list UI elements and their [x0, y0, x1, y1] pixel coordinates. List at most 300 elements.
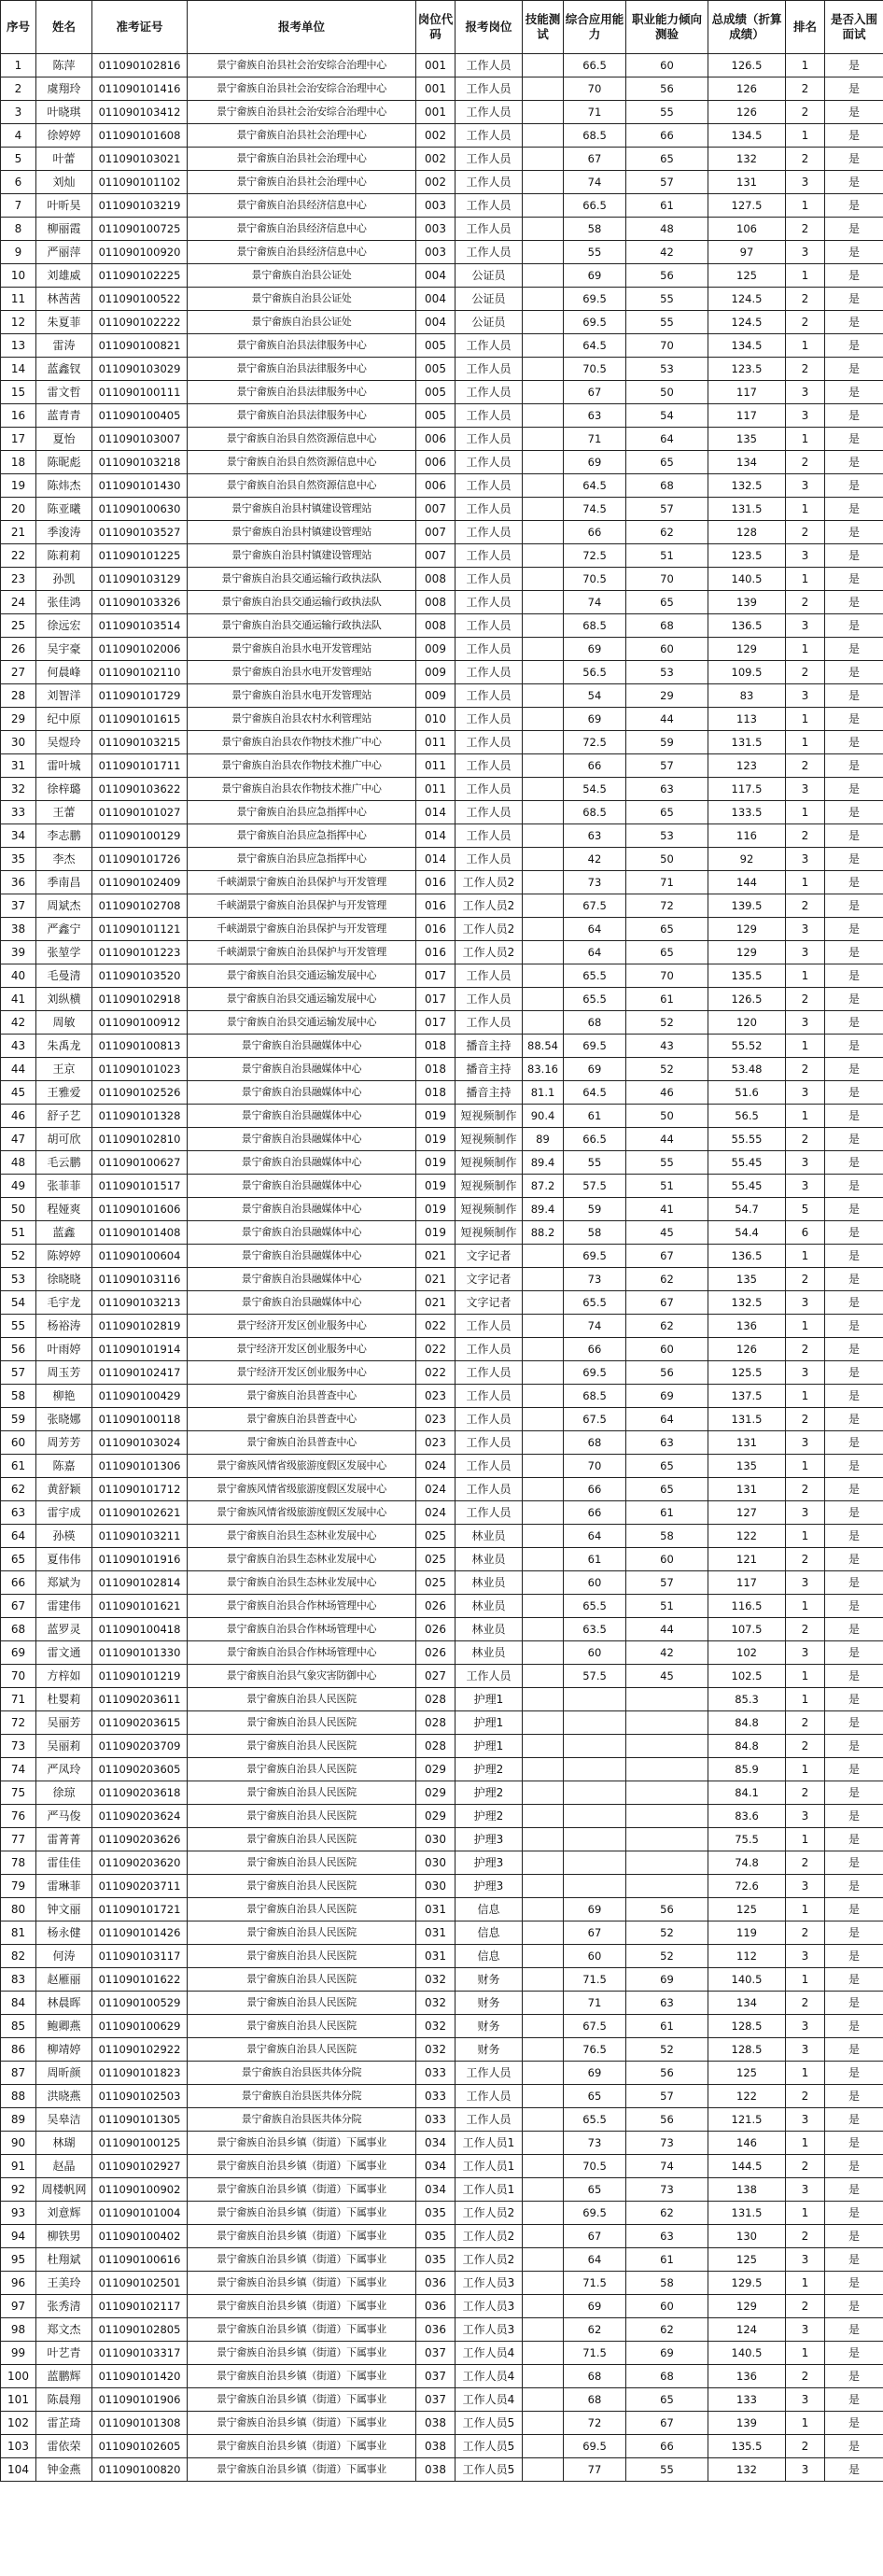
- cell-post: 公证员: [456, 264, 523, 288]
- table-row: [1, 1665, 883, 1688]
- table-row: [1, 1455, 883, 1478]
- cell-post-code: 030: [416, 1875, 456, 1898]
- cell-post: 工作人员: [456, 2085, 523, 2108]
- table-row: [1, 2108, 883, 2132]
- cell-rank: 3: [786, 1361, 825, 1385]
- cell-aptitude: 52: [626, 1945, 708, 1968]
- table-row: [1, 614, 883, 638]
- cell-comprehensive: 74: [564, 171, 626, 194]
- cell-aptitude: 58: [626, 1525, 708, 1548]
- cell-post-code: 032: [416, 1992, 456, 2015]
- cell-total: 127: [708, 1501, 786, 1525]
- cell-rank: 3: [786, 544, 825, 568]
- cell-total: 106: [708, 218, 786, 241]
- cell-aptitude: 62: [626, 2202, 708, 2225]
- table-row: [1, 451, 883, 474]
- cell-total: 113: [708, 708, 786, 731]
- cell-aptitude: 63: [626, 1992, 708, 2015]
- cell-seq: 76: [1, 1805, 36, 1828]
- cell-post: 护理1: [456, 1711, 523, 1735]
- cell-total: 126: [708, 77, 786, 101]
- cell-aptitude: 52: [626, 1058, 708, 1081]
- cell-post: 工作人员: [456, 334, 523, 358]
- cell-unit: 景宁畲族自治县乡镇（街道）下属事业: [188, 2202, 416, 2225]
- cell-skill-test: [523, 218, 564, 241]
- table-row: [1, 241, 883, 264]
- cell-exam-id: 011090203626: [92, 1828, 188, 1851]
- cell-post-code: 017: [416, 1011, 456, 1035]
- column-header-post: 报考岗位: [456, 1, 523, 54]
- cell-unit: 景宁畲族风情省级旅游度假区发展中心: [188, 1501, 416, 1525]
- cell-rank: 2: [786, 1781, 825, 1805]
- cell-unit: 景宁畲族自治县融媒体中心: [188, 1105, 416, 1128]
- cell-post-code: 028: [416, 1735, 456, 1758]
- table-row: [1, 171, 883, 194]
- cell-exam-id: 011090203618: [92, 1781, 188, 1805]
- cell-aptitude: 63: [626, 778, 708, 801]
- cell-post: 工作人员2: [456, 941, 523, 964]
- cell-name: 刘纵横: [36, 988, 92, 1011]
- cell-total: 135.5: [708, 964, 786, 988]
- cell-rank: 1: [786, 1758, 825, 1781]
- cell-shortlisted: 是: [825, 1665, 883, 1688]
- cell-seq: 96: [1, 2272, 36, 2295]
- cell-aptitude: 61: [626, 2015, 708, 2038]
- cell-exam-id: 011090100902: [92, 2178, 188, 2202]
- cell-post-code: 016: [416, 918, 456, 941]
- cell-unit: 景宁畲族自治县交通运输行政执法队: [188, 568, 416, 591]
- cell-seq: 15: [1, 381, 36, 404]
- cell-unit: 景宁畲族自治县交通运输发展中心: [188, 988, 416, 1011]
- cell-rank: 2: [786, 824, 825, 848]
- cell-total: 123.5: [708, 358, 786, 381]
- column-header-shortlisted: 是否入围面试: [825, 1, 883, 54]
- cell-seq: 25: [1, 614, 36, 638]
- cell-skill-test: [523, 2272, 564, 2295]
- cell-name: 吴煜玲: [36, 731, 92, 754]
- cell-comprehensive: 67: [564, 148, 626, 171]
- cell-post-code: 001: [416, 101, 456, 124]
- cell-rank: 1: [786, 1898, 825, 1921]
- cell-rank: 3: [786, 171, 825, 194]
- cell-rank: 1: [786, 1105, 825, 1128]
- cell-rank: 2: [786, 1058, 825, 1081]
- cell-exam-id: 011090100629: [92, 2015, 188, 2038]
- cell-post: 工作人员1: [456, 2155, 523, 2178]
- cell-post: 工作人员: [456, 614, 523, 638]
- cell-name: 周楼帆网: [36, 2178, 92, 2202]
- cell-name: 季南昌: [36, 871, 92, 894]
- cell-aptitude: 56: [626, 77, 708, 101]
- cell-seq: 85: [1, 2015, 36, 2038]
- cell-post-code: 005: [416, 334, 456, 358]
- cell-exam-id: 011090101225: [92, 544, 188, 568]
- cell-name: 周敏: [36, 1011, 92, 1035]
- cell-post-code: 005: [416, 404, 456, 428]
- table-row: [1, 1338, 883, 1361]
- table-row: [1, 1385, 883, 1408]
- cell-comprehensive: [564, 1688, 626, 1711]
- cell-seq: 34: [1, 824, 36, 848]
- cell-unit: 千峡湖景宁畲族自治县保护与开发管理: [188, 941, 416, 964]
- cell-seq: 84: [1, 1992, 36, 2015]
- cell-comprehensive: 67: [564, 1921, 626, 1945]
- cell-aptitude: [626, 1688, 708, 1711]
- cell-shortlisted: 是: [825, 1245, 883, 1268]
- cell-total: 134: [708, 451, 786, 474]
- cell-comprehensive: 60: [564, 1571, 626, 1595]
- cell-shortlisted: 是: [825, 171, 883, 194]
- cell-seq: 75: [1, 1781, 36, 1805]
- cell-exam-id: 011090100522: [92, 288, 188, 311]
- cell-comprehensive: 73: [564, 1268, 626, 1291]
- table-row: [1, 1875, 883, 1898]
- cell-comprehensive: 70: [564, 77, 626, 101]
- cell-rank: 2: [786, 2155, 825, 2178]
- cell-unit: 景宁畲族自治县乡镇（街道）下属事业: [188, 2365, 416, 2388]
- cell-shortlisted: 是: [825, 988, 883, 1011]
- cell-rank: 3: [786, 684, 825, 708]
- cell-shortlisted: 是: [825, 1501, 883, 1525]
- cell-post: 工作人员5: [456, 2435, 523, 2458]
- cell-post: 公证员: [456, 288, 523, 311]
- cell-total: 83.6: [708, 1805, 786, 1828]
- cell-rank: 3: [786, 1641, 825, 1665]
- cell-skill-test: [523, 1851, 564, 1875]
- cell-exam-id: 011090102117: [92, 2295, 188, 2318]
- cell-total: 135.5: [708, 2435, 786, 2458]
- cell-comprehensive: 69: [564, 2295, 626, 2318]
- cell-unit: 景宁畲族自治县人民医院: [188, 1875, 416, 1898]
- cell-rank: 2: [786, 894, 825, 918]
- cell-name: 陈莉莉: [36, 544, 92, 568]
- cell-total: 102.5: [708, 1665, 786, 1688]
- cell-total: 123.5: [708, 544, 786, 568]
- cell-exam-id: 011090203709: [92, 1735, 188, 1758]
- cell-unit: 景宁畲族自治县气象灾害防御中心: [188, 1665, 416, 1688]
- cell-shortlisted: 是: [825, 2202, 883, 2225]
- cell-seq: 38: [1, 918, 36, 941]
- table-row: [1, 1781, 883, 1805]
- cell-aptitude: 55: [626, 288, 708, 311]
- cell-rank: 3: [786, 2248, 825, 2272]
- table-row: [1, 684, 883, 708]
- cell-total: 55.45: [708, 1175, 786, 1198]
- cell-total: 117: [708, 381, 786, 404]
- table-row: [1, 148, 883, 171]
- cell-post: 工作人员: [456, 684, 523, 708]
- cell-shortlisted: 是: [825, 288, 883, 311]
- cell-post: 短视频制作: [456, 1128, 523, 1151]
- cell-unit: 景宁畲族自治县应急指挥中心: [188, 824, 416, 848]
- table-row: [1, 941, 883, 964]
- cell-comprehensive: 69.5: [564, 1245, 626, 1268]
- cell-aptitude: 56: [626, 2062, 708, 2085]
- cell-rank: 1: [786, 1525, 825, 1548]
- cell-comprehensive: 58: [564, 1221, 626, 1245]
- cell-aptitude: 69: [626, 1968, 708, 1992]
- cell-seq: 12: [1, 311, 36, 334]
- cell-shortlisted: 是: [825, 661, 883, 684]
- cell-exam-id: 011090100529: [92, 1992, 188, 2015]
- cell-rank: 3: [786, 1501, 825, 1525]
- cell-name: 叶艺青: [36, 2342, 92, 2365]
- cell-unit: 景宁畲族自治县乡镇（街道）下属事业: [188, 2225, 416, 2248]
- cell-unit: 景宁畲族自治县自然资源信息中心: [188, 451, 416, 474]
- cell-comprehensive: 70.5: [564, 568, 626, 591]
- table-row: [1, 1128, 883, 1151]
- cell-unit: 景宁畲族自治县村镇建设管理站: [188, 521, 416, 544]
- cell-total: 84.8: [708, 1735, 786, 1758]
- cell-post-code: 001: [416, 77, 456, 101]
- cell-post: 工作人员5: [456, 2458, 523, 2482]
- cell-post: 工作人员: [456, 358, 523, 381]
- table-row: [1, 1688, 883, 1711]
- cell-shortlisted: 是: [825, 2225, 883, 2248]
- cell-exam-id: 011090203624: [92, 1805, 188, 1828]
- cell-total: 112: [708, 1945, 786, 1968]
- cell-post-code: 030: [416, 1828, 456, 1851]
- cell-shortlisted: 是: [825, 241, 883, 264]
- cell-skill-test: [523, 124, 564, 148]
- cell-name: 周昕颜: [36, 2062, 92, 2085]
- cell-aptitude: 55: [626, 2458, 708, 2482]
- cell-post: 护理1: [456, 1688, 523, 1711]
- cell-rank: 2: [786, 358, 825, 381]
- cell-unit: 景宁畲族自治县乡镇（街道）下属事业: [188, 2388, 416, 2412]
- cell-post-code: 019: [416, 1221, 456, 1245]
- cell-shortlisted: 是: [825, 1945, 883, 1968]
- cell-post: 工作人员: [456, 124, 523, 148]
- cell-shortlisted: 是: [825, 1081, 883, 1105]
- cell-post: 工作人员: [456, 218, 523, 241]
- cell-rank: 1: [786, 1315, 825, 1338]
- cell-name: 雷涛: [36, 334, 92, 358]
- cell-shortlisted: 是: [825, 684, 883, 708]
- cell-exam-id: 011090100125: [92, 2132, 188, 2155]
- cell-unit: 景宁畲族自治县人民医院: [188, 1688, 416, 1711]
- cell-post-code: 021: [416, 1291, 456, 1315]
- cell-post-code: 003: [416, 194, 456, 218]
- cell-skill-test: [523, 241, 564, 264]
- cell-post: 护理2: [456, 1758, 523, 1781]
- cell-rank: 2: [786, 311, 825, 334]
- cell-post: 工作人员: [456, 1385, 523, 1408]
- cell-aptitude: 57: [626, 498, 708, 521]
- cell-rank: 3: [786, 941, 825, 964]
- cell-unit: 景宁经济开发区创业服务中心: [188, 1338, 416, 1361]
- cell-exam-id: 011090101823: [92, 2062, 188, 2085]
- cell-post-code: 014: [416, 824, 456, 848]
- cell-post: 文字记者: [456, 1291, 523, 1315]
- cell-post-code: 038: [416, 2458, 456, 2482]
- cell-name: 杨裕涛: [36, 1315, 92, 1338]
- cell-exam-id: 011090103211: [92, 1525, 188, 1548]
- cell-name: 陈婷婷: [36, 1245, 92, 1268]
- cell-name: 赵晶: [36, 2155, 92, 2178]
- cell-exam-id: 011090101023: [92, 1058, 188, 1081]
- cell-name: 林瑚: [36, 2132, 92, 2155]
- cell-comprehensive: 54: [564, 684, 626, 708]
- cell-post-code: 016: [416, 941, 456, 964]
- cell-exam-id: 011090101408: [92, 1221, 188, 1245]
- cell-post: 工作人员: [456, 194, 523, 218]
- cell-name: 雷佳佳: [36, 1851, 92, 1875]
- cell-comprehensive: [564, 1735, 626, 1758]
- cell-total: 146: [708, 2132, 786, 2155]
- cell-exam-id: 011090203620: [92, 1851, 188, 1875]
- table-row: [1, 358, 883, 381]
- cell-rank: 2: [786, 1268, 825, 1291]
- table-row: [1, 1735, 883, 1758]
- cell-skill-test: [523, 2132, 564, 2155]
- cell-skill-test: [523, 1571, 564, 1595]
- table-row: [1, 1175, 883, 1198]
- table-row: [1, 871, 883, 894]
- cell-post-code: 017: [416, 988, 456, 1011]
- cell-name: 蓝鑫钗: [36, 358, 92, 381]
- cell-aptitude: 64: [626, 428, 708, 451]
- cell-name: 毛宇龙: [36, 1291, 92, 1315]
- cell-aptitude: 69: [626, 2342, 708, 2365]
- cell-shortlisted: 是: [825, 2085, 883, 2108]
- table-row: [1, 404, 883, 428]
- cell-skill-test: [523, 2318, 564, 2342]
- cell-aptitude: [626, 1735, 708, 1758]
- cell-skill-test: [523, 661, 564, 684]
- cell-exam-id: 011090103218: [92, 451, 188, 474]
- cell-unit: 景宁畲族自治县社会治理中心: [188, 171, 416, 194]
- cell-seq: 10: [1, 264, 36, 288]
- cell-skill-test: [523, 474, 564, 498]
- cell-exam-id: 011090100604: [92, 1245, 188, 1268]
- cell-exam-id: 011090101102: [92, 171, 188, 194]
- cell-unit: 景宁畲族自治县交通运输发展中心: [188, 1011, 416, 1035]
- cell-name: 张菲菲: [36, 1175, 92, 1198]
- cell-post: 护理2: [456, 1805, 523, 1828]
- cell-shortlisted: 是: [825, 2015, 883, 2038]
- cell-seq: 39: [1, 941, 36, 964]
- cell-rank: 3: [786, 778, 825, 801]
- cell-rank: 1: [786, 124, 825, 148]
- cell-exam-id: 011090101219: [92, 1665, 188, 1688]
- cell-seq: 32: [1, 778, 36, 801]
- cell-post: 短视频制作: [456, 1221, 523, 1245]
- cell-unit: 景宁畲族自治县经济信息中心: [188, 218, 416, 241]
- cell-seq: 56: [1, 1338, 36, 1361]
- cell-seq: 33: [1, 801, 36, 824]
- cell-post: 工作人员: [456, 544, 523, 568]
- cell-shortlisted: 是: [825, 2132, 883, 2155]
- cell-name: 叶昕昊: [36, 194, 92, 218]
- cell-total: 55.52: [708, 1035, 786, 1058]
- cell-unit: 景宁畲族自治县交通运输行政执法队: [188, 591, 416, 614]
- cell-unit: 千峡湖景宁畲族自治县保护与开发管理: [188, 918, 416, 941]
- table-row: [1, 824, 883, 848]
- cell-total: 133: [708, 2388, 786, 2412]
- column-header-exam-id: 准考证号: [92, 1, 188, 54]
- cell-post-code: 036: [416, 2295, 456, 2318]
- cell-post-code: 011: [416, 778, 456, 801]
- cell-comprehensive: 68: [564, 2365, 626, 2388]
- table-row: [1, 661, 883, 684]
- cell-comprehensive: 69: [564, 1898, 626, 1921]
- cell-total: 122: [708, 2085, 786, 2108]
- cell-exam-id: 011090103029: [92, 358, 188, 381]
- cell-unit: 景宁畲族自治县经济信息中心: [188, 241, 416, 264]
- cell-unit: 景宁畲族自治县社会治理中心: [188, 148, 416, 171]
- cell-post: 短视频制作: [456, 1151, 523, 1175]
- cell-name: 孙楧: [36, 1525, 92, 1548]
- cell-seq: 94: [1, 2225, 36, 2248]
- cell-name: 陈亚曦: [36, 498, 92, 521]
- cell-comprehensive: 72.5: [564, 544, 626, 568]
- cell-total: 139.5: [708, 894, 786, 918]
- cell-unit: 景宁畲族自治县融媒体中心: [188, 1198, 416, 1221]
- cell-unit: 景宁畲族自治县合作林场管理中心: [188, 1595, 416, 1618]
- cell-exam-id: 011090101306: [92, 1455, 188, 1478]
- cell-rank: 3: [786, 2038, 825, 2062]
- cell-skill-test: [523, 2085, 564, 2108]
- cell-comprehensive: 77: [564, 2458, 626, 2482]
- cell-aptitude: 58: [626, 2272, 708, 2295]
- table-row: [1, 101, 883, 124]
- cell-shortlisted: 是: [825, 1175, 883, 1198]
- cell-comprehensive: 65.5: [564, 988, 626, 1011]
- cell-shortlisted: 是: [825, 2155, 883, 2178]
- cell-comprehensive: [564, 1805, 626, 1828]
- cell-shortlisted: 是: [825, 941, 883, 964]
- table-row: [1, 1245, 883, 1268]
- table-row: [1, 521, 883, 544]
- cell-comprehensive: 66: [564, 754, 626, 778]
- cell-total: 125.5: [708, 1361, 786, 1385]
- cell-name: 雷建伟: [36, 1595, 92, 1618]
- cell-post-code: 032: [416, 1968, 456, 1992]
- cell-post-code: 002: [416, 124, 456, 148]
- cell-comprehensive: 63.5: [564, 1618, 626, 1641]
- cell-exam-id: 011090100821: [92, 334, 188, 358]
- cell-exam-id: 011090101606: [92, 1198, 188, 1221]
- cell-shortlisted: 是: [825, 824, 883, 848]
- cell-shortlisted: 是: [825, 1315, 883, 1338]
- cell-post: 工作人员: [456, 988, 523, 1011]
- cell-exam-id: 011090100111: [92, 381, 188, 404]
- cell-skill-test: [523, 988, 564, 1011]
- cell-post-code: 019: [416, 1128, 456, 1151]
- cell-seq: 8: [1, 218, 36, 241]
- cell-total: 123: [708, 754, 786, 778]
- cell-shortlisted: 是: [825, 2365, 883, 2388]
- cell-aptitude: 74: [626, 2155, 708, 2178]
- cell-unit: 景宁畲族自治县水电开发管理站: [188, 661, 416, 684]
- cell-seq: 24: [1, 591, 36, 614]
- table-row: [1, 2435, 883, 2458]
- cell-exam-id: 011090101305: [92, 2108, 188, 2132]
- cell-total: 144.5: [708, 2155, 786, 2178]
- cell-unit: 景宁畲族自治县医共体分院: [188, 2062, 416, 2085]
- table-row: [1, 2132, 883, 2155]
- cell-exam-id: 011090100118: [92, 1408, 188, 1431]
- cell-post-code: 010: [416, 708, 456, 731]
- header-row: [1, 1, 883, 54]
- cell-seq: 60: [1, 1431, 36, 1455]
- cell-post: 工作人员: [456, 568, 523, 591]
- cell-rank: 3: [786, 241, 825, 264]
- cell-shortlisted: 是: [825, 848, 883, 871]
- cell-name: 钟金燕: [36, 2458, 92, 2482]
- cell-post-code: 026: [416, 1595, 456, 1618]
